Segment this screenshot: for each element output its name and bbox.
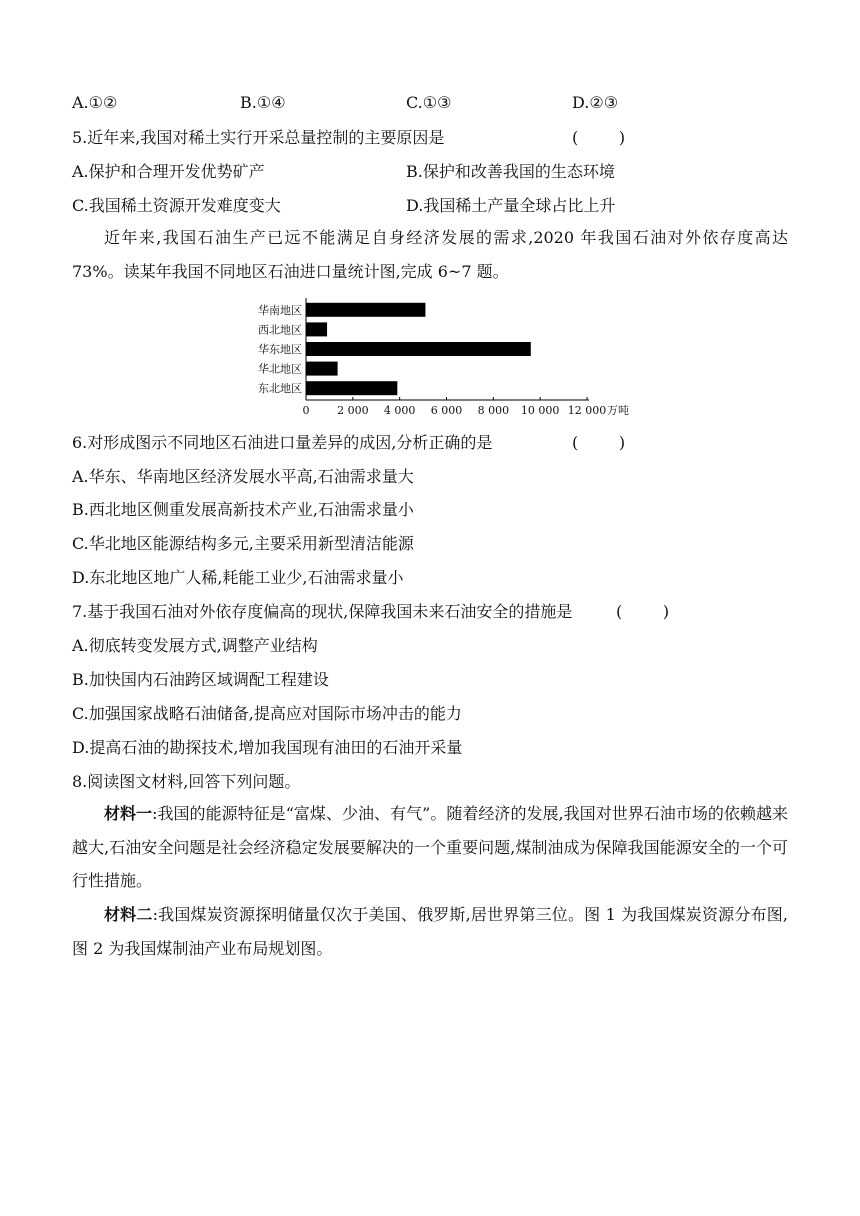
q4-option-a: A.①② [72, 93, 118, 112]
q8-material-1 [72, 797, 788, 898]
q7-option-a: A.彻底转变发展方式,调整产业结构 [72, 636, 318, 655]
q6-stem: 6.对形成图示不同地区石油进口量差异的成因,分析正确的是 [72, 433, 493, 452]
q4-option-d: D.②③ [572, 93, 619, 112]
q6-option-c: C.华北地区能源结构多元,主要采用新型清洁能源 [72, 534, 414, 553]
q6-option-a: A.华东、华南地区经济发展水平高,石油需求量大 [72, 467, 414, 486]
q7-option-c: C.加强国家战略石油储备,提高应对国际市场冲击的能力 [72, 704, 462, 723]
material-2-text: :我国煤炭资源探明储量仅次于美国、俄罗斯,居世界第三位。图 1 为我国煤炭资源分布图,图 2 为我国煤制油产业布局规划图。 [72, 905, 788, 958]
q8-material-2 [72, 898, 788, 965]
bar [306, 381, 397, 395]
x-tick-label: 0 [302, 404, 310, 417]
x-tick-label: 2 000 [337, 404, 369, 417]
bar [306, 322, 327, 336]
q6-option-b: B.西北地区侧重发展高新技术产业,石油需求量小 [72, 500, 414, 519]
q4-option-c: C.①③ [406, 93, 452, 112]
q7-option-b: B.加快国内石油跨区域调配工程建设 [72, 670, 329, 689]
q6-option-d: D.东北地区地广人稀,耗能工业少,石油需求量小 [72, 568, 404, 587]
q6-answer-bracket: ( ) [572, 433, 626, 452]
category-label: 西北地区 [258, 323, 302, 337]
q5-option-a: A.保护和合理开发优势矿产 [72, 162, 265, 181]
x-tick-label: 10 000 [520, 404, 560, 417]
category-label: 华南地区 [258, 303, 302, 317]
unit-label: 万吨 [607, 404, 629, 417]
x-tick-label: 8 000 [477, 404, 510, 417]
q5-option-d: D.我国稀土产量全球占比上升 [406, 196, 616, 215]
q7-answer-bracket: ( ) [616, 602, 670, 621]
oil-import-bar-chart [240, 296, 640, 418]
x-tick-label: 4 000 [383, 404, 416, 417]
q5-option-c: C.我国稀土资源开发难度变大 [72, 196, 281, 215]
material-2-label: 材料二 [104, 905, 153, 924]
bar [306, 303, 425, 317]
q5-option-b: B.保护和改善我国的生态环境 [406, 162, 615, 181]
q8-stem: 8.阅读图文材料,回答下列问题。 [72, 772, 301, 791]
x-tick-label: 12 000 [567, 404, 607, 417]
q5-answer-bracket: ( ) [572, 128, 626, 147]
bar [306, 362, 338, 376]
category-label: 华北地区 [258, 362, 302, 376]
material-1-label: 材料一 [104, 804, 153, 823]
material-1-text: :我国的能源特征是“富煤、少油、有气”。随着经济的发展,我国对世界石油市场的依赖越来越大,石油安全问题是社会经济稳定发展要解决的一个重要问题,煤制油成为保障我国能源安全的一个可行性措施。 [72, 804, 788, 890]
intro-6-7-paragraph: 近年来,我国石油生产已远不能满足自身经济发展的需求,2020 年我国石油对外依存度高达 73%。读某年我国不同地区石油进口量统计图,完成 6~7 题。 [72, 228, 788, 281]
q4-option-b: B.①④ [240, 93, 286, 112]
x-tick-label: 6 000 [430, 404, 463, 417]
q7-option-d: D.提高石油的勘探技术,增加我国现有油田的石油开采量 [72, 738, 463, 757]
bar [306, 342, 531, 356]
category-label: 东北地区 [258, 382, 302, 396]
category-label: 华东地区 [258, 343, 302, 356]
q5-stem: 5.近年来,我国对稀土实行开采总量控制的主要原因是 [72, 128, 445, 147]
q7-stem: 7.基于我国石油对外依存度偏高的现状,保障我国未来石油安全的措施是 [72, 602, 573, 621]
